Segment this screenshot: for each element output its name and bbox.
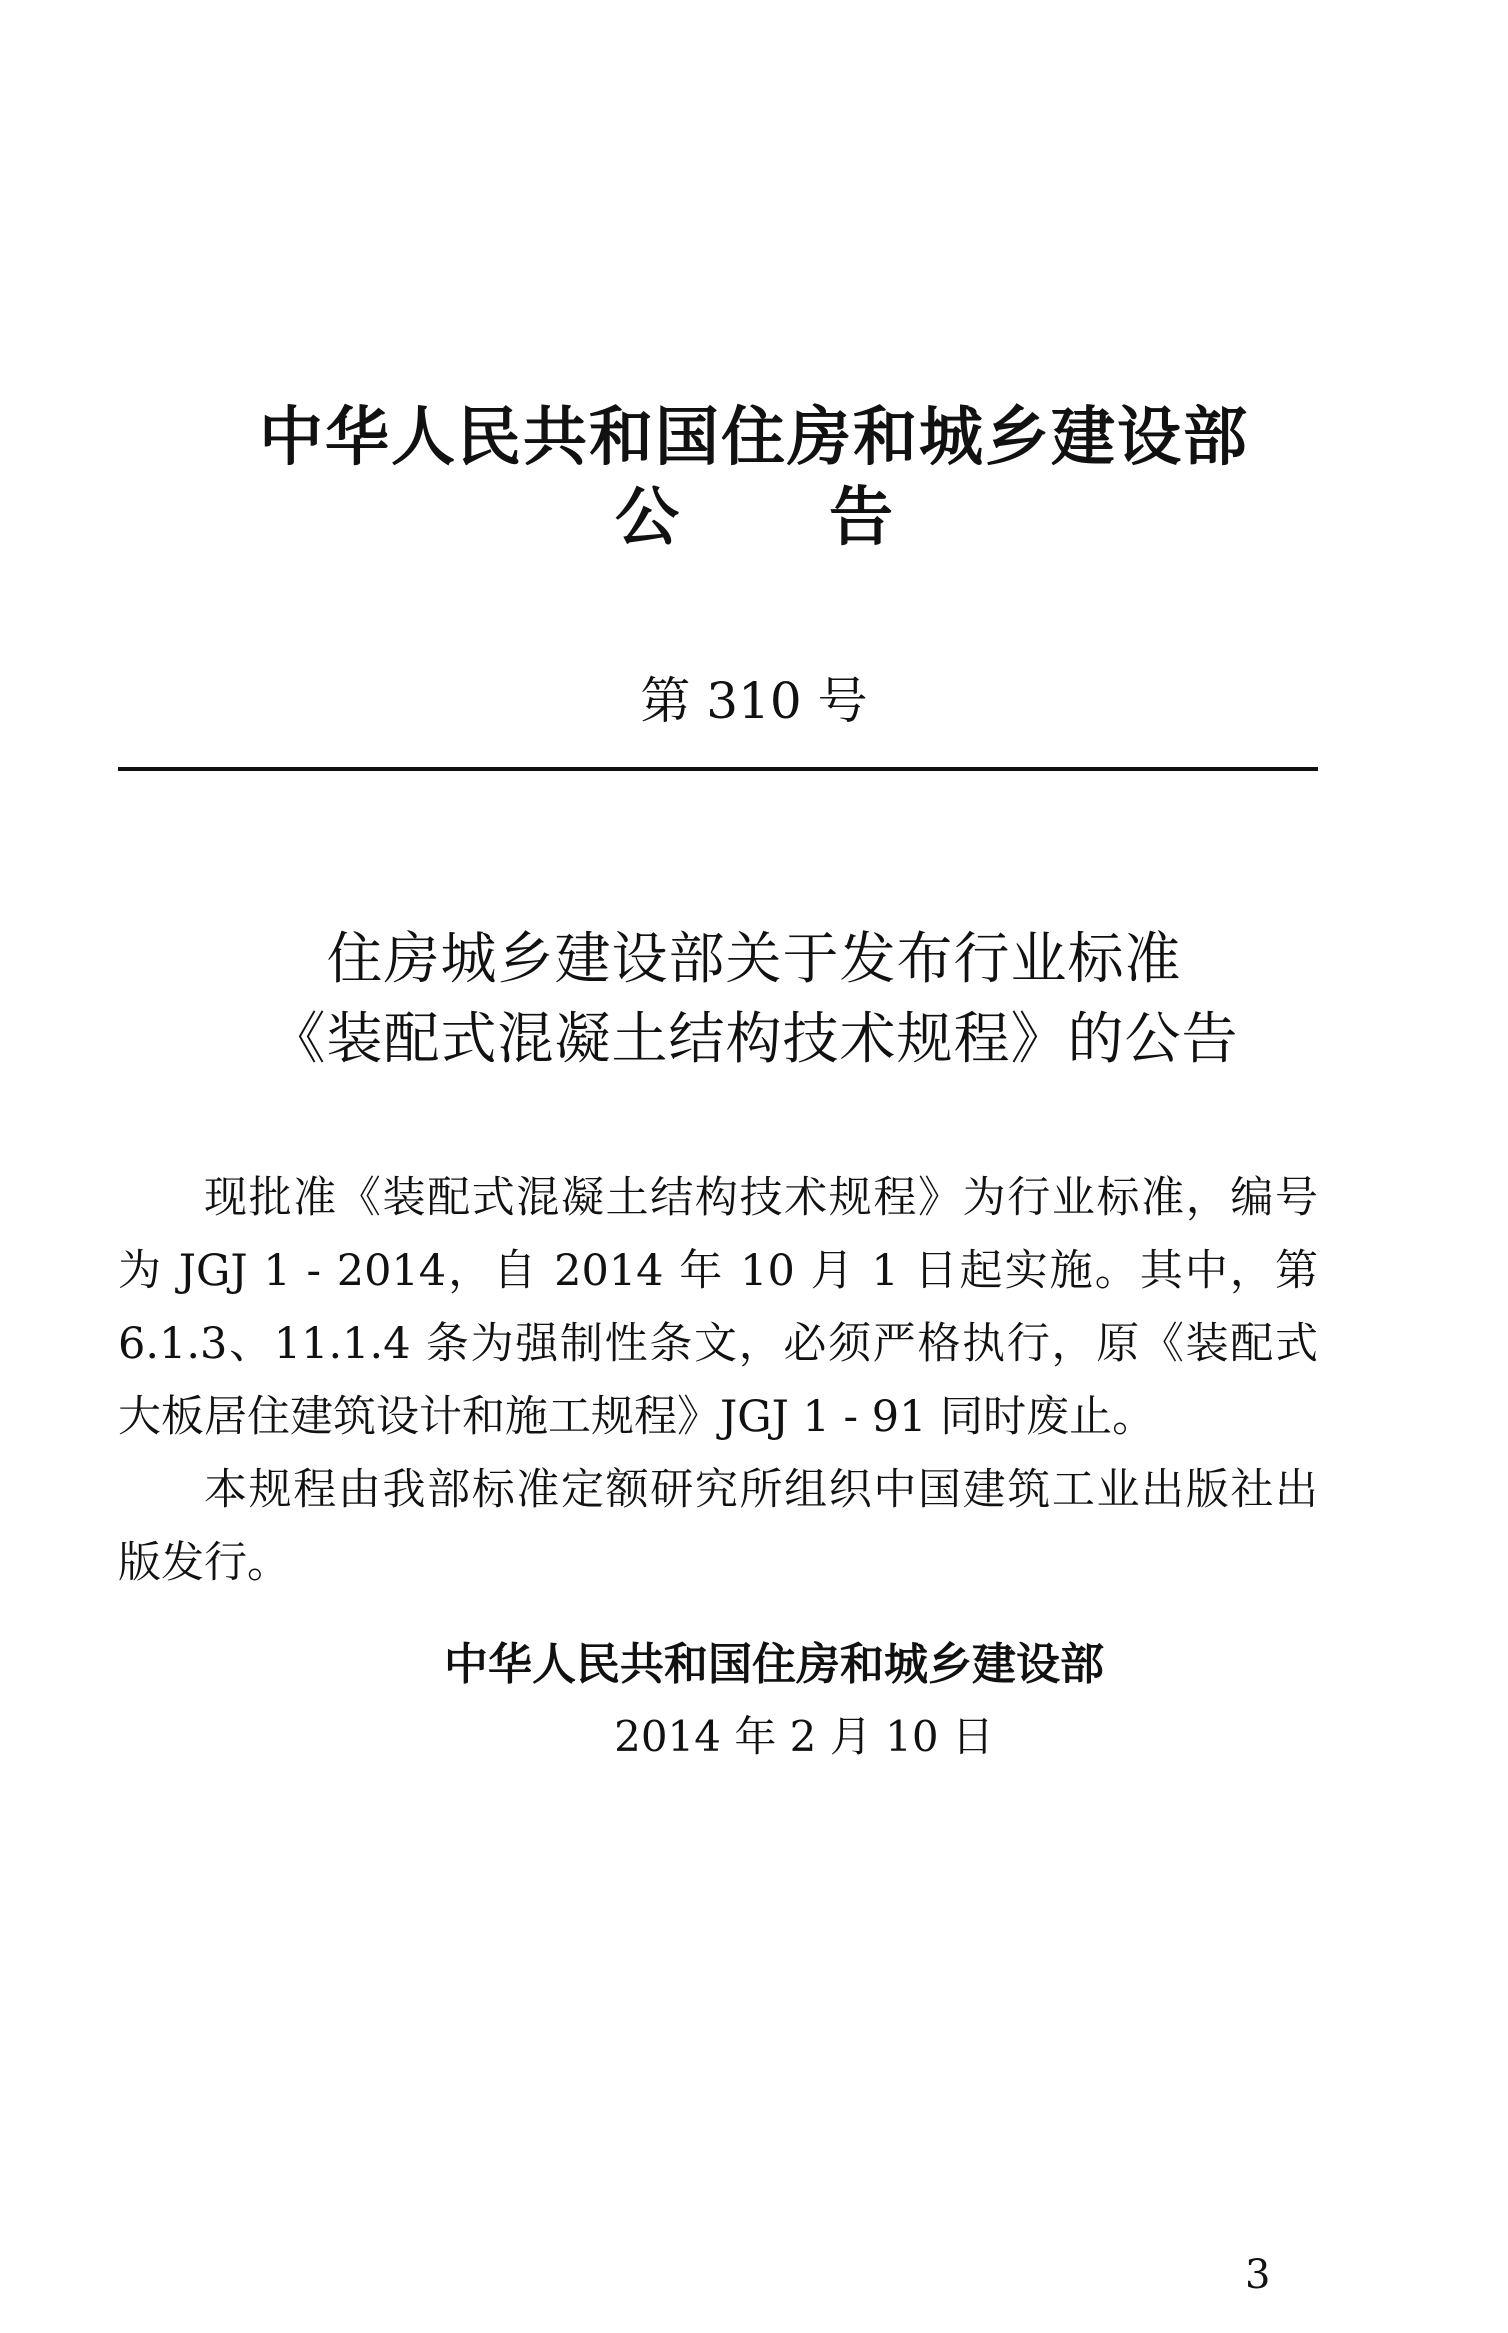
- issuing-authority: 中华人民共和国住房和城乡建设部: [259, 401, 1249, 475]
- notice-title: [0, 478, 1508, 558]
- signing-authority: 中华人民共和国住房和城乡建设部: [444, 1639, 1104, 1690]
- subject-line-2: 《装配式混凝土结构技术规程》的公告: [269, 1007, 1239, 1072]
- notice-number: 第 310 号: [640, 672, 868, 730]
- page-number: 3: [1245, 2252, 1271, 2298]
- notice-title-char-2: 告: [829, 481, 893, 555]
- body-paragraph-2: 本规程由我部标准定额研究所组织中国建筑工业出版社出版发行。: [118, 1465, 1318, 1588]
- signing-date: 2014 年 2 月 10 日: [614, 1712, 994, 1761]
- notice-title-char-1: 公: [615, 481, 679, 555]
- horizontal-divider: [118, 767, 1318, 771]
- subject-line-1: 住房城乡建设部关于发布行业标准: [326, 927, 1182, 992]
- body-paragraph-1: 现批准《装配式混凝土结构技术规程》为行业标准，编号为 JGJ 1 - 2014，自 2014 年 10 月 1 日起实施。其中，第 6.1.3、11.1.4 条为强制性条文，必须严格执行，原《装配式大板居住建筑设计和施工规程》JGJ 1 - 91 同时废止。: [118, 1173, 1318, 1442]
